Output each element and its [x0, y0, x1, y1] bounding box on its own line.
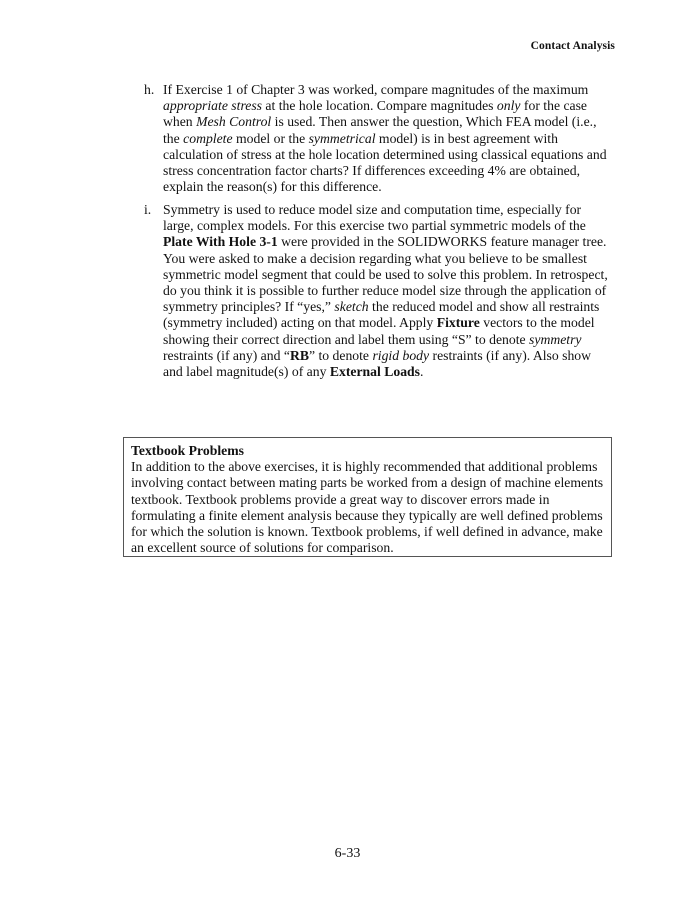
text-line: Symmetry is used to reduce model size and computation time, especially for: [163, 202, 582, 217]
item-marker: i.: [144, 202, 152, 217]
text-line: appropriate stress at the hole location. Compare magnitudes only for the case: [163, 98, 587, 114]
text-line: In addition to the above exercises, it is highly recommended that additional problems: [131, 459, 598, 475]
text-line: symmetry principles? If “yes,” sketch the reduced model and show all restraints: [163, 299, 600, 315]
text-line: showing their correct direction and label them using “S” to denote symmetry: [163, 331, 582, 347]
text-line: formulating a finite element analysis because they typically are well defined problems: [131, 507, 603, 523]
text-line: restraints (if any) and “RB” to denote rigid body restraints (if any). Also show: [163, 347, 592, 363]
text-line: calculation of stress at the hole location determined using classical equations and: [163, 146, 607, 162]
item-body: [163, 202, 615, 380]
running-header: Contact Analysis: [530, 40, 615, 52]
text-line: when Mesh Control is used. Then answer the question, Which FEA model (i.e.,: [163, 114, 597, 130]
box-title: Textbook Problems: [131, 443, 244, 458]
box-body: [131, 459, 603, 556]
text-line: for which the solution is known. Textbook problems, if well defined in advance, make: [131, 524, 603, 540]
textbook-problems-box: [123, 437, 612, 557]
text-line: symmetric model segment that could be used to solve this problem. In retrospect,: [163, 266, 608, 282]
text-line: textbook. Textbook problems provide a great way to discover errors made in: [131, 491, 550, 507]
text-line: an excellent source of solutions for comparison.: [131, 540, 394, 556]
item-marker: h.: [144, 82, 155, 97]
text-line: the complete model or the symmetrical model) is in best agreement with: [163, 130, 558, 146]
text-line: and label magnitude(s) of any External Loads.: [163, 364, 424, 380]
text-line: do you think it is possible to further reduce model size through the application of: [163, 283, 607, 299]
text-line: If Exercise 1 of Chapter 3 was worked, compare magnitudes of the maximum: [163, 82, 589, 97]
text-line: (symmetry included) acting on that model. Apply Fixture vectors to the model: [163, 315, 595, 331]
text-line: stress concentration factor charts? If differences exceeding 4% are obtained,: [163, 163, 581, 179]
text-line: You were asked to make a decision regarding what you believe to be smallest: [163, 250, 587, 266]
page-number: 6-33: [334, 846, 361, 861]
text-line: involving contact between mating parts be worked from a design of machine elements: [131, 475, 604, 491]
item-body: [163, 82, 615, 195]
text-line: large, complex models. For this exercise two partial symmetric models of the: [163, 218, 586, 234]
text-line: Plate With Hole 3-1 were provided in the SOLIDWORKS feature manager tree.: [163, 234, 607, 250]
text-line: explain the reason(s) for this difference.: [163, 179, 382, 195]
